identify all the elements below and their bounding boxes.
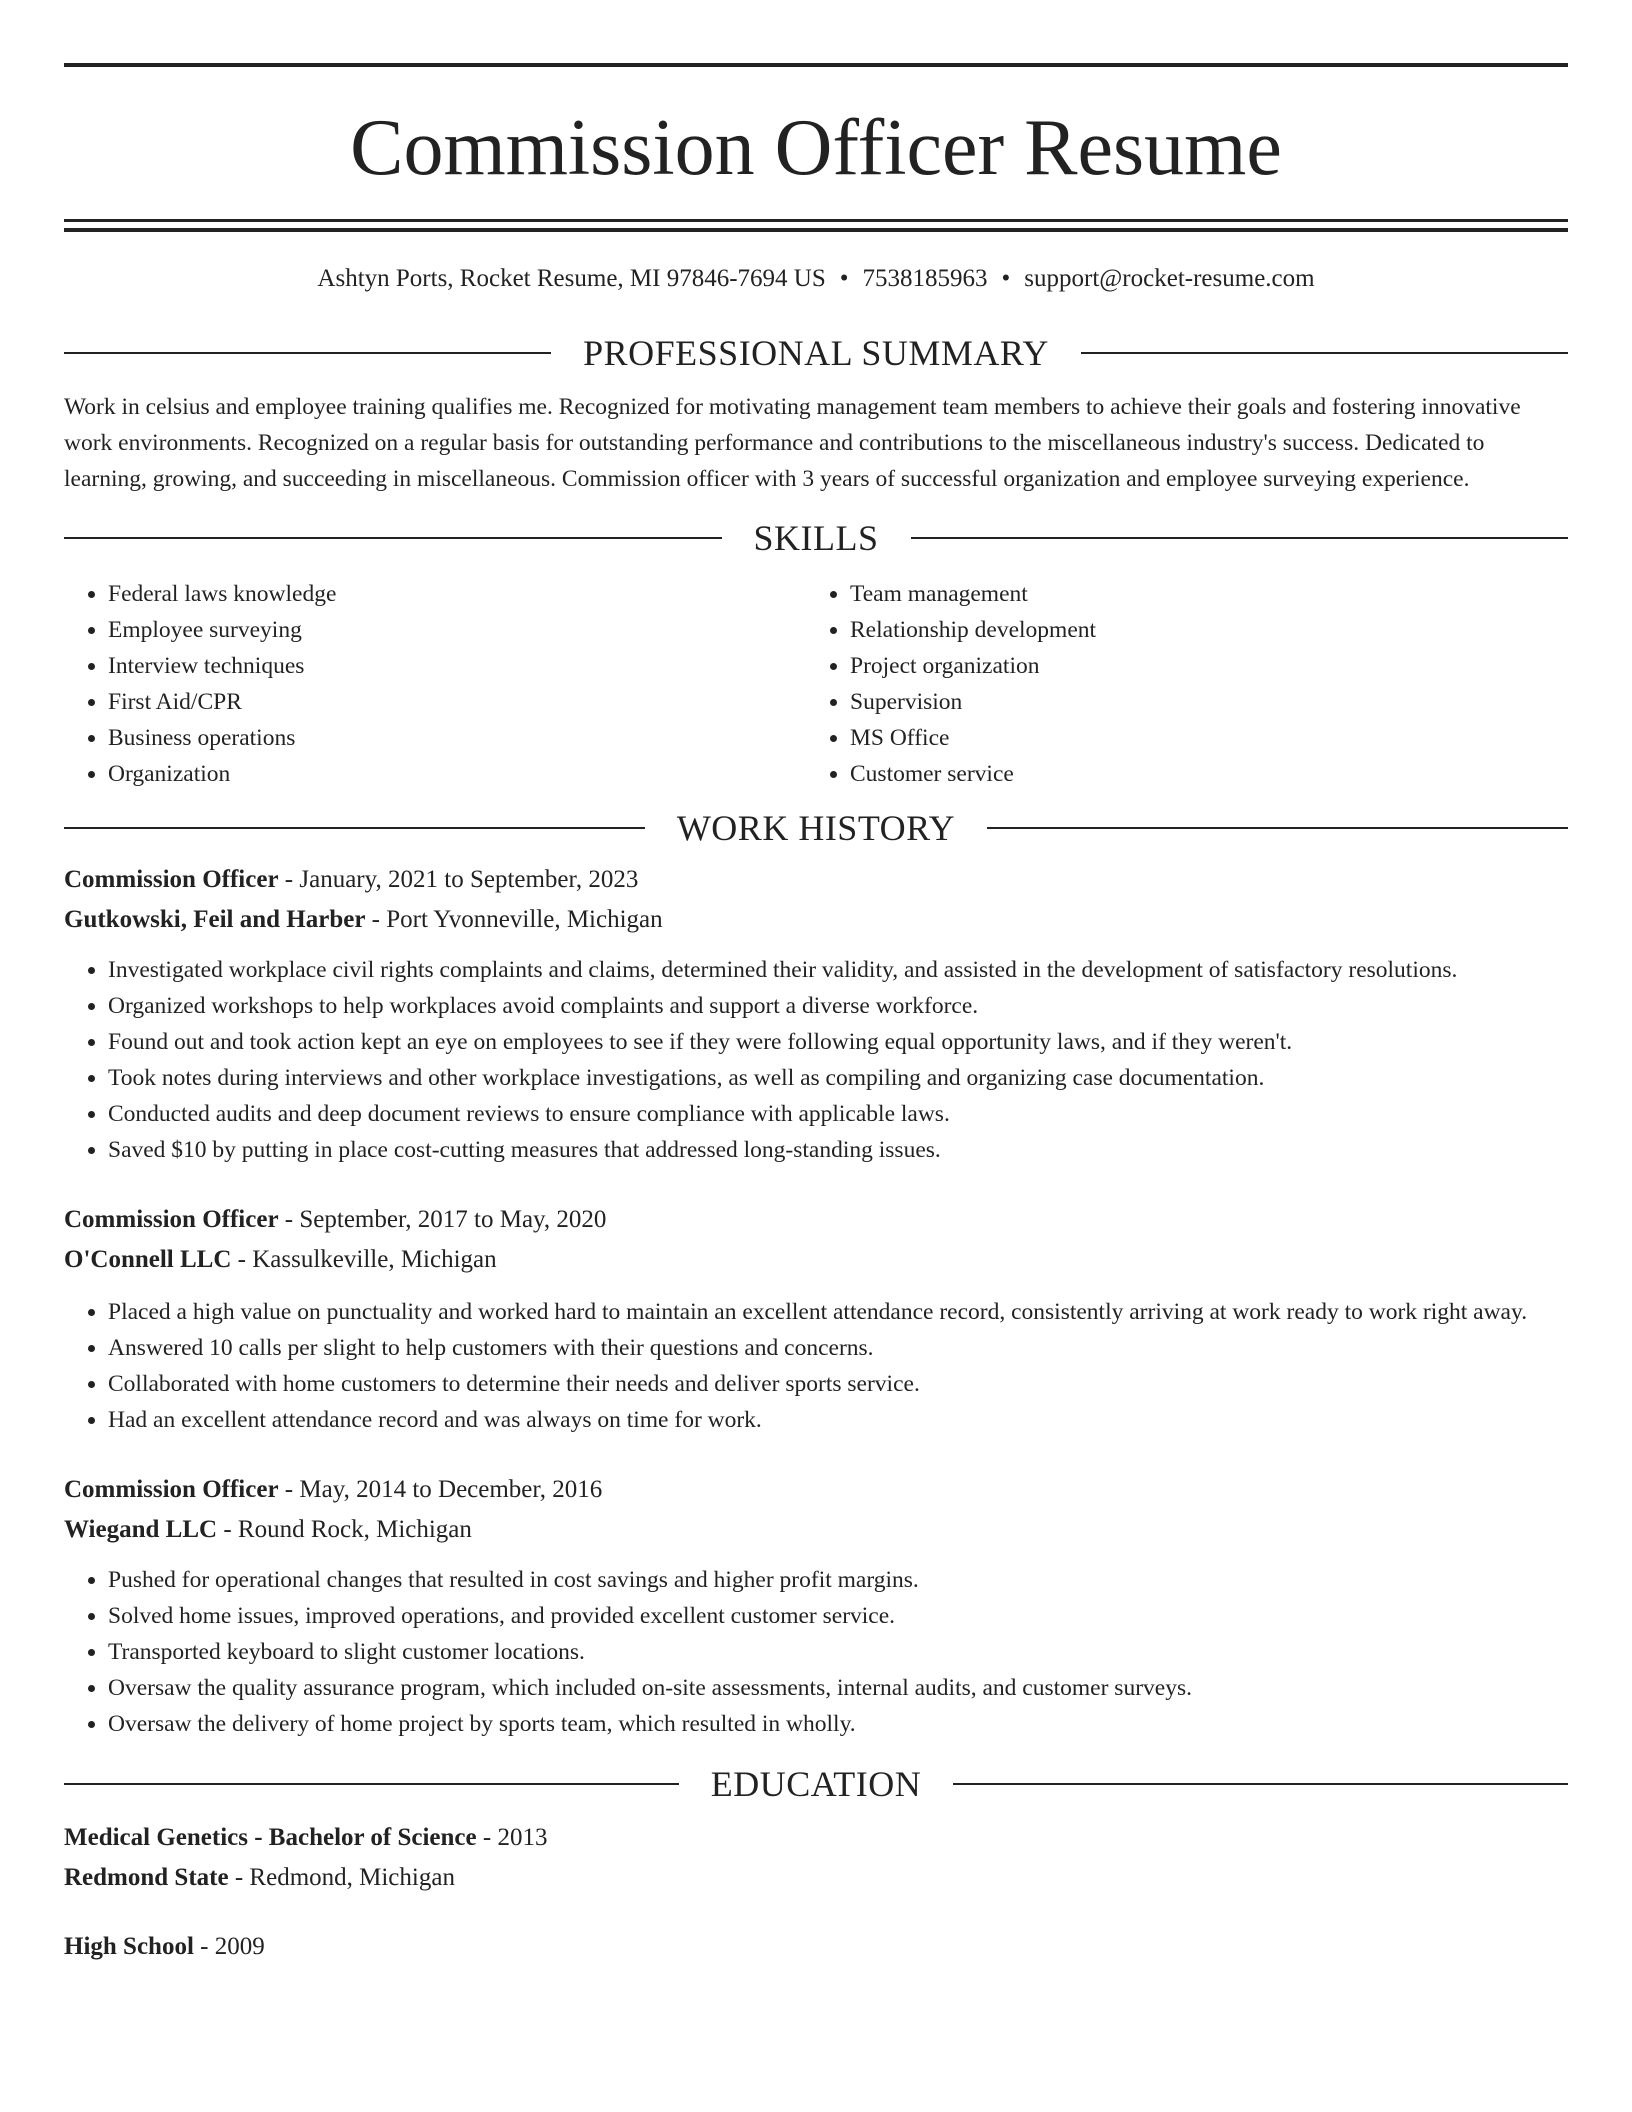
- job-title-line: [64, 860, 1568, 900]
- heading-rule: [64, 352, 551, 354]
- education-degree-line: [64, 1927, 1568, 1967]
- job-entry: [64, 1200, 1568, 1438]
- education-school: Redmond State: [64, 1864, 229, 1891]
- skill-item: • Federal laws knowledge: [108, 576, 806, 612]
- education-year: - 2009: [193, 1933, 265, 1960]
- top-rule: [64, 63, 1568, 67]
- job-bullet: • Answered 10 calls per slight to help customers with their questions and concerns.: [108, 1330, 1568, 1366]
- job-bullet: • Oversaw the delivery of home project by sports team, which resulted in wholly.: [108, 1706, 1568, 1742]
- job-bullet: • Collaborated with home customers to determine their needs and deliver sports service.: [108, 1366, 1568, 1402]
- heading-rule: [64, 1783, 679, 1785]
- skill-item: • Relationship development: [850, 612, 1548, 648]
- heading-rule: [911, 537, 1569, 539]
- skill-item: • Employee surveying: [108, 612, 806, 648]
- job-title-line: [64, 1470, 1568, 1510]
- heading-rule: [953, 1783, 1568, 1785]
- job-company: Gutkowski, Feil and Harber: [64, 906, 366, 933]
- education-degree-line: [64, 1818, 1568, 1858]
- job-bullet: • Conducted audits and deep document reviews to ensure compliance with applicable laws.: [108, 1096, 1568, 1132]
- work-heading: [64, 806, 1568, 850]
- job-company: O'Connell LLC: [64, 1246, 232, 1273]
- contact-email: support@rocket-resume.com: [1024, 265, 1315, 292]
- job-bullets: [64, 1294, 1568, 1438]
- page-title: Commission Officer Resume: [350, 104, 1282, 192]
- heading-rule: [64, 827, 645, 829]
- education-year: - 2013: [476, 1824, 548, 1851]
- skill-item: • First Aid/CPR: [108, 684, 806, 720]
- job-location: - Kassulkeville, Michigan: [231, 1246, 497, 1273]
- job-bullet: • Investigated workplace civil rights complaints and claims, determined their validity, and assisted in the development of satisfactory resolutions.: [108, 952, 1568, 988]
- work-heading-label: WORK HISTORY: [676, 808, 956, 848]
- job-bullet: • Solved home issues, improved operations, and provided excellent customer service.: [108, 1598, 1568, 1634]
- job-dates: - September, 2017 to May, 2020: [278, 1206, 607, 1233]
- skill-item: • Business operations: [108, 720, 806, 756]
- job-bullets: [64, 952, 1568, 1168]
- contact-address: Ashtyn Ports, Rocket Resume, MI 97846-7694 US: [317, 265, 826, 292]
- job-bullet: • Organized workshops to help workplaces avoid complaints and support a diverse workforce.: [108, 988, 1568, 1024]
- job-title-line: [64, 1200, 1568, 1240]
- skill-item: • Supervision: [850, 684, 1548, 720]
- skill-item: • Project organization: [850, 648, 1548, 684]
- job-title: Commission Officer: [64, 1206, 279, 1233]
- job-dates: - January, 2021 to September, 2023: [278, 866, 639, 893]
- job-bullet: • Oversaw the quality assurance program, which included on-site assessments, internal audits, and customer surveys.: [108, 1670, 1568, 1706]
- education-degree: High School: [64, 1933, 194, 1960]
- job-entry: [64, 860, 1568, 1168]
- heading-rule: [1081, 352, 1568, 354]
- contact-separator: •: [1001, 265, 1011, 292]
- heading-rule: [64, 537, 722, 539]
- skill-item: • Customer service: [850, 756, 1548, 792]
- job-dates: - May, 2014 to December, 2016: [278, 1476, 603, 1503]
- skill-item: • Organization: [108, 756, 806, 792]
- job-bullet: • Found out and took action kept an eye on employees to see if they were following equal opportunity laws, and if they weren't.: [108, 1024, 1568, 1060]
- education-entry: [64, 1818, 1568, 1898]
- job-bullet: • Placed a high value on punctuality and worked hard to maintain an excellent attendance record, consistently arriving at work ready to work right away.: [108, 1294, 1568, 1330]
- resume-page: [64, 0, 1568, 1967]
- skills-heading-label: SKILLS: [753, 518, 879, 558]
- skills-column-right: [806, 576, 1548, 792]
- job-company-line: [64, 1240, 1568, 1280]
- contact-separator: •: [839, 265, 849, 292]
- job-bullet: • Saved $10 by putting in place cost-cutting measures that addressed long-standing issues.: [108, 1132, 1568, 1168]
- education-degree: Medical Genetics - Bachelor of Science: [64, 1824, 477, 1851]
- job-bullet: • Had an excellent attendance record and was always on time for work.: [108, 1402, 1568, 1438]
- skills-column-left: [64, 576, 806, 792]
- job-company: Wiegand LLC: [64, 1516, 218, 1543]
- education-heading-label: EDUCATION: [710, 1764, 922, 1804]
- contact-line: [64, 262, 1568, 296]
- job-bullet: • Took notes during interviews and other workplace investigations, as well as compiling and organizing case documentation.: [108, 1060, 1568, 1096]
- skill-item: • Interview techniques: [108, 648, 806, 684]
- summary-heading: [64, 331, 1568, 375]
- summary-text: Work in celsius and employee training qualifies me. Recognized for motivating management team members to achieve their goals and fostering innovative work environments. Recognized on a regular basis for outstanding performance and contributions to the miscellaneous industry's success. Dedicated to learning, growing, and succeeding in miscellaneous. Commission officer with 3 years of successful organization and employee surveying experience.: [64, 394, 1521, 492]
- job-company-line: [64, 900, 1568, 940]
- education-heading: [64, 1762, 1568, 1806]
- title-rule-upper: [64, 219, 1568, 222]
- skills-heading: [64, 516, 1568, 560]
- job-bullet: • Pushed for operational changes that resulted in cost savings and higher profit margins.: [108, 1562, 1568, 1598]
- job-location: - Port Yvonneville, Michigan: [365, 906, 663, 933]
- skill-item: • MS Office: [850, 720, 1548, 756]
- skills-list: [64, 576, 1568, 792]
- job-location: - Round Rock, Michigan: [217, 1516, 472, 1543]
- education-location: - Redmond, Michigan: [228, 1864, 455, 1891]
- heading-rule: [987, 827, 1568, 829]
- job-company-line: [64, 1510, 1568, 1550]
- skill-item: • Team management: [850, 576, 1548, 612]
- title-rule-lower: [64, 228, 1568, 232]
- job-entry: [64, 1470, 1568, 1742]
- education-school-line: [64, 1858, 1568, 1898]
- job-bullet: • Transported keyboard to slight customer locations.: [108, 1634, 1568, 1670]
- job-bullets: [64, 1562, 1568, 1742]
- education-entry: [64, 1927, 1568, 1967]
- summary-heading-label: PROFESSIONAL SUMMARY: [583, 333, 1049, 373]
- job-title: Commission Officer: [64, 1476, 279, 1503]
- job-title: Commission Officer: [64, 866, 279, 893]
- contact-phone: 7538185963: [862, 265, 988, 292]
